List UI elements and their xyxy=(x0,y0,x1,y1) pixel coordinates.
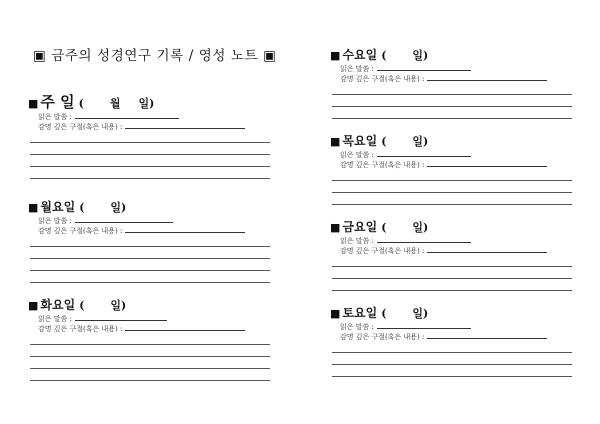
writing-line[interactable] xyxy=(30,357,270,369)
day-section-wednesday xyxy=(330,44,575,130)
day-section-saturday xyxy=(330,302,575,392)
day-heading xyxy=(330,44,575,63)
day-heading xyxy=(330,216,575,235)
day-section-thursday xyxy=(330,130,575,216)
grace-label: 감명 깊은 구절(혹은 내용) : xyxy=(340,161,425,169)
day-unit: 일) xyxy=(412,307,429,320)
day-name: 금요일 xyxy=(342,220,378,234)
square-bullet-icon: ■ xyxy=(28,201,39,214)
writing-line[interactable] xyxy=(30,247,270,259)
reading-field xyxy=(38,215,273,225)
left-column xyxy=(28,92,273,394)
day-section-friday xyxy=(330,216,575,302)
writing-line[interactable] xyxy=(332,267,572,279)
day-name: 토요일 xyxy=(342,306,378,320)
day-name: 목요일 xyxy=(342,134,378,148)
writing-line[interactable] xyxy=(332,255,572,267)
grace-field xyxy=(38,323,273,333)
right-column xyxy=(330,44,575,392)
writing-line[interactable] xyxy=(30,167,270,179)
day-unit: 일) xyxy=(110,299,127,312)
writing-line[interactable] xyxy=(30,271,270,283)
day-unit: 일) xyxy=(138,97,155,110)
writing-line[interactable] xyxy=(332,169,572,181)
reading-label: 읽은 말씀 : xyxy=(38,315,72,323)
day-section-tuesday xyxy=(28,294,273,394)
writing-line[interactable] xyxy=(332,193,572,205)
writing-line[interactable] xyxy=(30,131,270,143)
day-name: 화요일 xyxy=(40,298,76,312)
writing-line[interactable] xyxy=(30,259,270,271)
grace-blank[interactable] xyxy=(427,245,547,253)
day-section-sunday xyxy=(28,92,273,196)
grace-blank[interactable] xyxy=(125,121,245,129)
grace-field xyxy=(340,245,575,255)
grace-label: 감명 깊은 구절(혹은 내용) : xyxy=(340,75,425,83)
writing-line[interactable] xyxy=(332,95,572,107)
day-name: 월요일 xyxy=(40,200,76,214)
day-unit: 일) xyxy=(110,201,127,214)
date-open-paren: ( xyxy=(381,135,387,148)
day-name: 주 일 xyxy=(40,93,75,111)
grace-label: 감명 깊은 구절(혹은 내용) : xyxy=(340,247,425,255)
page-title: ▣ 금주의 성경연구 기록 / 영성 노트 ▣ xyxy=(33,48,277,64)
reading-blank[interactable] xyxy=(75,215,173,223)
writing-line[interactable] xyxy=(332,83,572,95)
month-unit: 월 xyxy=(109,97,121,110)
date-open-paren: ( xyxy=(79,201,85,214)
reading-label: 읽은 말씀 : xyxy=(340,323,374,331)
day-heading xyxy=(330,302,575,321)
grace-label: 감명 깊은 구절(혹은 내용) : xyxy=(340,333,425,341)
reading-blank[interactable] xyxy=(75,313,167,321)
writing-line[interactable] xyxy=(332,365,572,377)
writing-line[interactable] xyxy=(332,107,572,119)
writing-line[interactable] xyxy=(30,155,270,167)
writing-line[interactable] xyxy=(332,353,572,365)
grace-field xyxy=(340,73,575,83)
reading-blank[interactable] xyxy=(377,321,471,329)
grace-field xyxy=(38,121,273,131)
grace-blank[interactable] xyxy=(125,225,245,233)
day-name: 수요일 xyxy=(342,48,378,62)
grace-label: 감명 깊은 구절(혹은 내용) : xyxy=(38,123,123,131)
grace-blank[interactable] xyxy=(427,73,547,81)
writing-line[interactable] xyxy=(30,143,270,155)
day-section-monday xyxy=(28,196,273,294)
writing-line[interactable] xyxy=(332,341,572,353)
day-heading xyxy=(28,294,273,313)
date-open-paren: ( xyxy=(381,49,387,62)
reading-field xyxy=(38,313,273,323)
day-heading xyxy=(330,130,575,149)
reading-label: 읽은 말씀 : xyxy=(340,65,374,73)
writing-line[interactable] xyxy=(332,279,572,291)
reading-label: 읽은 말씀 : xyxy=(38,217,72,225)
grace-blank[interactable] xyxy=(427,159,547,167)
date-open-paren: ( xyxy=(78,97,84,110)
day-heading xyxy=(28,196,273,215)
reading-field xyxy=(340,149,575,159)
reading-field xyxy=(340,63,575,73)
square-bullet-icon: ■ xyxy=(330,221,341,234)
reading-field xyxy=(340,235,575,245)
day-unit: 일) xyxy=(412,135,429,148)
square-bullet-icon: ■ xyxy=(330,49,341,62)
square-bullet-icon: ■ xyxy=(28,97,39,110)
day-unit: 일) xyxy=(412,49,429,62)
reading-label: 읽은 말씀 : xyxy=(340,151,374,159)
reading-label: 읽은 말씀 : xyxy=(340,237,374,245)
reading-blank[interactable] xyxy=(377,149,471,157)
reading-blank[interactable] xyxy=(377,235,471,243)
grace-field xyxy=(38,225,273,235)
grace-blank[interactable] xyxy=(427,331,547,339)
writing-line[interactable] xyxy=(30,345,270,357)
reading-field xyxy=(38,111,273,121)
square-bullet-icon: ■ xyxy=(330,307,341,320)
square-bullet-icon: ■ xyxy=(28,299,39,312)
writing-line[interactable] xyxy=(30,235,270,247)
date-open-paren: ( xyxy=(381,221,387,234)
day-heading xyxy=(28,92,273,111)
grace-label: 감명 깊은 구절(혹은 내용) : xyxy=(38,227,123,235)
day-unit: 일) xyxy=(412,221,429,234)
writing-line[interactable] xyxy=(332,181,572,193)
reading-field xyxy=(340,321,575,331)
writing-line[interactable] xyxy=(30,369,270,381)
grace-label: 감명 깊은 구절(혹은 내용) : xyxy=(38,325,123,333)
reading-blank[interactable] xyxy=(377,63,471,71)
grace-blank[interactable] xyxy=(125,323,245,331)
reading-blank[interactable] xyxy=(75,111,179,119)
date-open-paren: ( xyxy=(381,307,387,320)
writing-line[interactable] xyxy=(30,333,270,345)
square-bullet-icon: ■ xyxy=(330,135,341,148)
grace-field xyxy=(340,159,575,169)
date-open-paren: ( xyxy=(79,299,85,312)
reading-label: 읽은 말씀 : xyxy=(38,113,72,121)
grace-field xyxy=(340,331,575,341)
